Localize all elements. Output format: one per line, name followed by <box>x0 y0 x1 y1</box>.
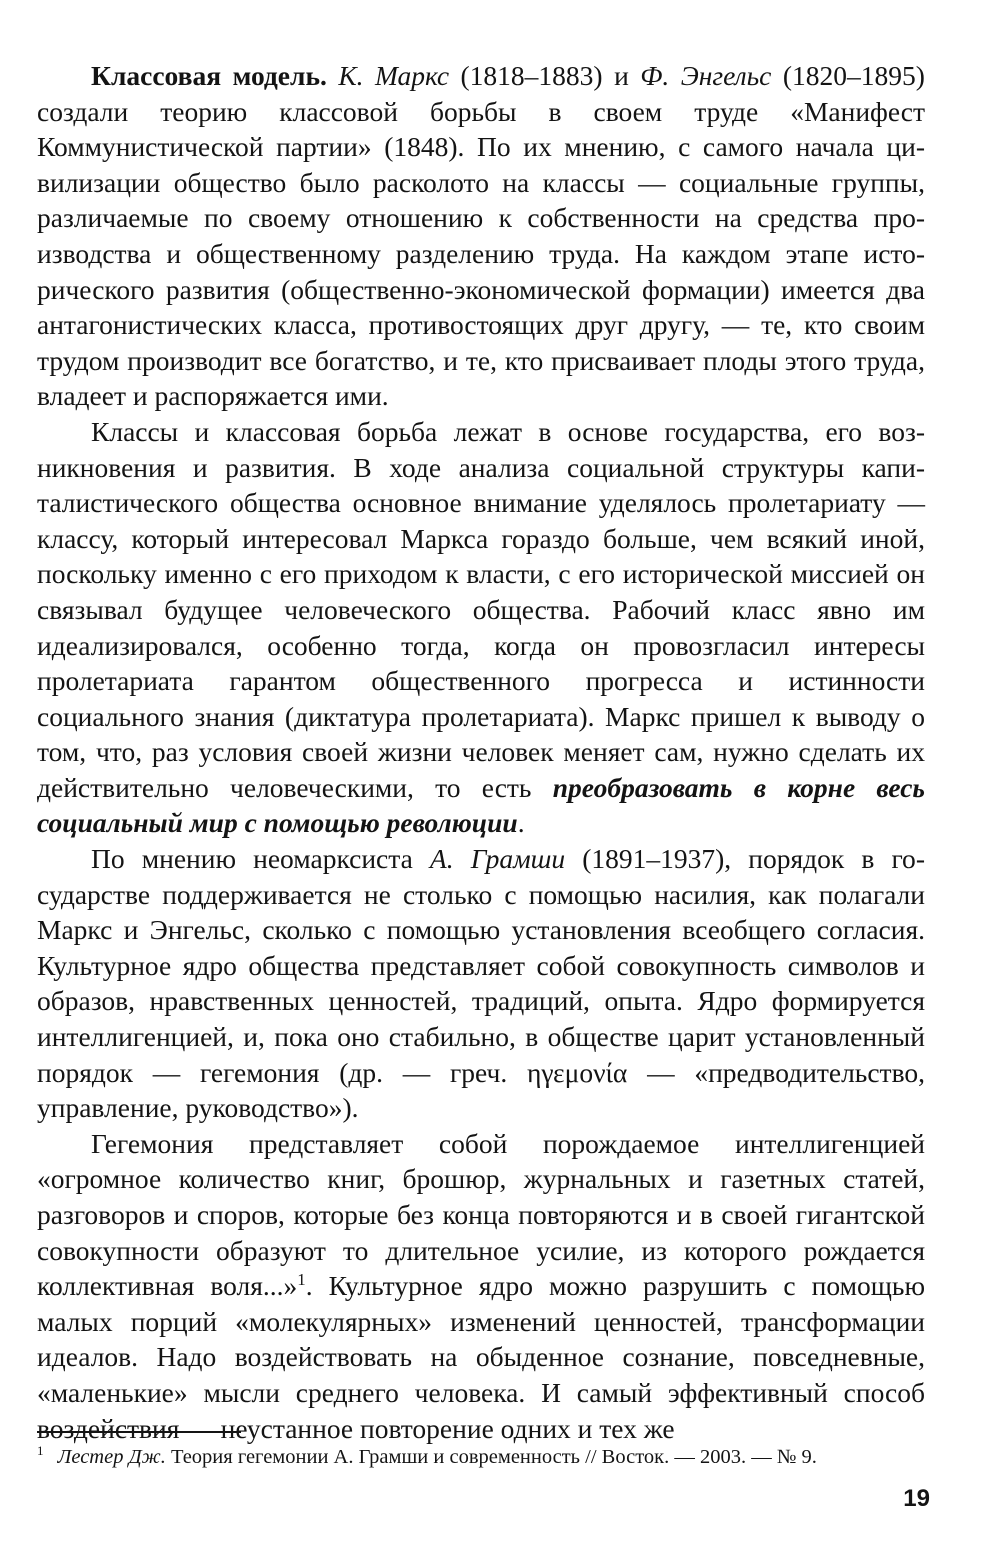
paragraph-gramsci <box>37 841 925 1126</box>
text-run: . Культурное ядро можно разрушить с помощью малых порций «молекулярных» изменений ценностей, трансформации идеалов. Надо воздействовать на обыденное сознание, повседневные, «маленькие» мысли среднего человека. И самый эффективный способ воздействия — неустанное повторение одних и тех же <box>37 1270 925 1444</box>
footnote-text: Теория гегемонии А. Грамши и современность // Восток. — 2003. — № 9. <box>165 1446 817 1468</box>
page-body <box>37 58 925 1446</box>
footnote-author: Лестер Дж. <box>57 1446 166 1468</box>
author-name-marx: К. Маркс <box>338 60 450 91</box>
text-run: (1891–1937), порядок в государстве поддерживается не столько с помощью насилия, как полагали Маркс и Энгельс, сколько с помощью установления всеобщего согласия. Культурное ядро общества представляет собой совокупность символов и образов, нравственных ценностей, традиций, опыта. Ядро формируется интеллигенцией, и, пока оно стабильно, в обществе царит установленный порядок — гегемония (др. — греч. ηγεμονία — «предводительство, управление, руководство»). <box>37 843 925 1124</box>
footnote-reference[interactable]: 1 <box>297 1270 306 1290</box>
emphasis-revolution: преобразовать в корне весь социальный мир с помощью революции <box>37 771 925 839</box>
footnote-marker: 1 <box>37 1443 44 1459</box>
text-run: Гегемония представляет собой порождаемое интеллигенцией «огромное количество книг, брошюр, журнальных и газетных статей, разговоров и споров, которые без конца повторяются и в своей гигантской совокупности образуют то длительное усилие, из которого рождается коллективная воля...» <box>37 1127 925 1302</box>
text-run <box>327 60 339 91</box>
text-run: По мнению неомарксиста <box>91 843 430 875</box>
page-number: 19 <box>903 1485 930 1512</box>
text-run: . <box>517 807 525 839</box>
paragraph-classes-and-struggle <box>37 414 925 841</box>
text-run: (1818–1883) и <box>449 60 641 91</box>
text-run: (1820–1895) создали теорию классовой борьбы в своем труде «Манифест Коммунистической партии» (1848). По их мнению, с самого начала цивилизации общество было расколото на классы — социальные группы, различаемые по своему отношению к собственности на средства производства и общественному разделению труда. На каждом этапе исторического развития (общественно-экономической формации) имеется два антагонистических класса, противостоящих друг другу, — те, кто своим трудом производит все богатство, и те, кто присваивает плоды этого труда, владеет и распоряжается ими. <box>37 60 925 412</box>
section-heading: Классовая модель. <box>91 60 327 91</box>
author-name-engels: Ф. Энгельс <box>640 60 772 91</box>
text-run: Классы и классовая борьба лежат в основе государства, его возникновения и развития. В ходе анализа социальной структуры капиталистического общества основное внимание уделялось пролетариату — классу, который интересовал Маркса гораздо больше, чем всякий иной, поскольку именно с его приходом к власти, с его исторической миссией он связывал будущее человеческого общества. Рабочий класс явно им идеализировался, особенно тогда, когда он провозгласил интересы пролетариата гарантом общественного прогресса и истинности социального знания (диктатура пролетариата). Маркс пришел к выводу о том, что, раз условия своей жизни человек меняет сам, нужно сделать их действительно человеческими, то есть <box>37 415 925 803</box>
footnote-divider <box>37 1431 241 1433</box>
paragraph-class-model <box>37 58 925 414</box>
paragraph-hegemony <box>37 1126 925 1446</box>
footnote <box>37 1444 937 1470</box>
author-name-gramsci: А. Грамши <box>429 843 566 875</box>
